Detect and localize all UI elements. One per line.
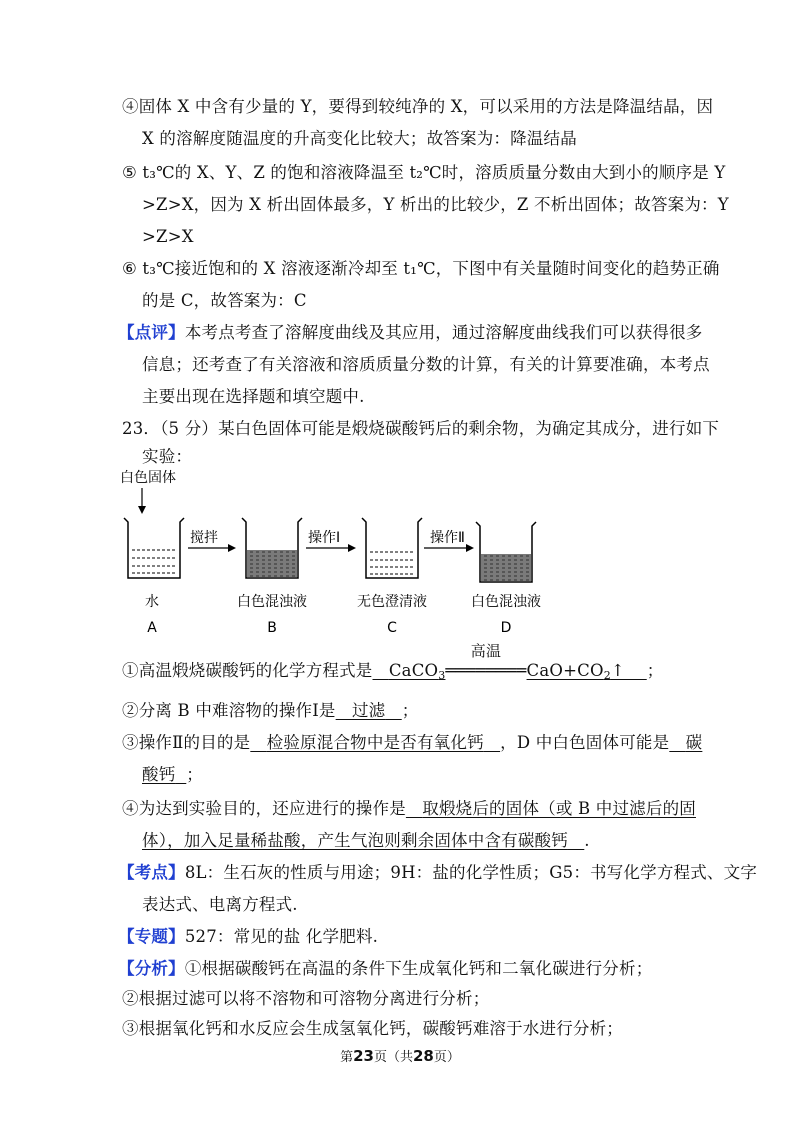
footer-pre: 第: [340, 1050, 354, 1065]
beaker-d: [476, 522, 536, 582]
equation-reactant: CaCO: [388, 661, 439, 680]
answer-1-equation: CaCO$_3$ 高温 $════════CaO+CO_2↑$: [388, 642, 647, 682]
text-line: 主要出现在选择题和填空题中.: [142, 387, 365, 406]
text-line: ⑤ t₃℃的 X、Y、Z 的饱和溶液降温至 t₂℃时，溶质质量分数由大到小的顺序是 Y: [122, 163, 726, 182]
kaodian-line: [118, 862, 757, 884]
answer-2: [122, 700, 418, 722]
fenxi-text-2: ②根据过滤可以将不溶物和可溶物分离进行分析；: [122, 989, 490, 1008]
review-line: [118, 322, 703, 344]
answer-2-suffix: ；: [401, 701, 419, 720]
question-23: 23．（5 分）某白色固体可能是煅烧碳酸钙后的剩余物，为确定其成分，进行如下: [122, 419, 720, 438]
fenxi-text-1: ①根据碳酸钙在高温的条件下生成氧化钙和二氧化碳进行分析；: [184, 959, 653, 978]
answer-1-prefix: ①高温煅烧碳酸钙的化学方程式是: [122, 661, 373, 680]
experiment-diagram: [118, 466, 558, 642]
zhuanti-line: [118, 926, 378, 948]
beaker-a-letter: A: [147, 620, 157, 636]
answer-4-value-a: 取煅烧后的固体（或 B 中过滤后的固: [422, 799, 696, 818]
answer-1-suffix: ；: [646, 661, 664, 680]
beaker-c-name: 无色澄清液: [357, 594, 427, 610]
text-line: 的是 C，故答案为：C: [142, 291, 307, 310]
review-text: 本考点考查了溶解度曲线及其应用，通过溶解度曲线我们可以获得很多: [184, 323, 703, 342]
answer-3: [122, 732, 702, 754]
start-label: 白色固体: [120, 470, 176, 486]
footer-page: 23: [353, 1047, 374, 1065]
text-line: >Z>X: [142, 227, 194, 246]
text-line: >Z>X，因为 X 析出固体最多，Y 析出的比较少，Z 不析出固体；故答案为：Y: [142, 195, 729, 214]
text-line: ⑥ t₃℃接近饱和的 X 溶液逐渐冷却至 t₁℃，下图中有关量随时间变化的趋势正确: [122, 259, 720, 278]
arrow2-label: 操作Ⅰ: [308, 530, 341, 546]
answer-4-prefix: ④为达到实验目的，还应进行的操作是: [122, 799, 406, 818]
beaker-b-letter: B: [267, 620, 277, 636]
footer-mid: 页（共: [373, 1050, 413, 1065]
equation-condition-arrow: 高温 ════════: [445, 642, 527, 680]
review-tag: 【点评】: [118, 323, 185, 342]
beaker-a-name: 水: [145, 594, 159, 610]
kaodian-tag: 【考点】: [118, 863, 185, 882]
page-footer: [0, 1046, 800, 1065]
answer-3-cont: [142, 764, 203, 786]
answer-4: [122, 798, 696, 820]
question-23-cont: 实验：: [142, 447, 193, 466]
answer-4-value-b: 体），加入足量稀盐酸，产生气泡则剩余固体中含有碳酸钙: [142, 831, 568, 850]
beaker-c-letter: C: [387, 620, 397, 636]
fenxi-line: [118, 958, 652, 980]
answer-4-suffix: .: [584, 831, 590, 850]
zhuanti-text: 527：常见的盐 化学肥料.: [184, 927, 379, 946]
arrow3-head: [466, 544, 474, 552]
kaodian-cont: 表达式、电离方程式.: [142, 895, 298, 914]
beaker-b-name: 白色混浊液: [237, 594, 307, 610]
answer-2-value: 过滤: [351, 701, 386, 720]
beaker-c: [362, 518, 422, 578]
beaker-d-name: 白色混浊液: [471, 594, 541, 610]
equation-condition: 高温: [470, 642, 502, 660]
answer-4-cont: [142, 830, 590, 852]
text-line: X 的溶解度随温度的升高变化比较大；故答案为：降温结晶: [142, 129, 577, 148]
text-line: ④固体 X 中含有少量的 Y，要得到较纯净的 X，可以采用的方法是降温结晶，因: [122, 97, 714, 116]
beaker-a: [124, 518, 184, 578]
footer-post: 页）: [433, 1050, 460, 1065]
answer-3-value2a: 碳: [685, 733, 703, 752]
answer-3-suffix: ；: [186, 765, 203, 784]
kaodian-text: 8L：生石灰的性质与用途；9H：盐的化学性质；G5：书写化学方程式、文字: [184, 863, 758, 882]
beaker-b: [242, 518, 302, 578]
fenxi-tag: 【分析】: [118, 959, 185, 978]
fenxi-text-3: ③根据氧化钙和水反应会生成氢氧化钙，碳酸钙难溶于水进行分析；: [122, 1019, 623, 1038]
arrow1-head: [228, 544, 236, 552]
arrow2-head: [348, 544, 356, 552]
answer-3-mid: ，D 中白色固体可能是: [500, 733, 670, 752]
equation-product: CaO+CO: [526, 661, 604, 680]
beaker-d-letter: D: [500, 620, 512, 636]
experiment-diagram-svg: [118, 466, 558, 642]
answer-1: [122, 642, 664, 687]
down-arrow-head: [138, 506, 146, 514]
arrow1-label: 搅拌: [190, 530, 218, 546]
answer-3-prefix: ③操作Ⅱ的目的是: [122, 733, 251, 752]
text-line: 信息；还考查了有关溶液和溶质质量分数的计算，有关的计算要准确，本考点: [142, 355, 710, 374]
zhuanti-tag: 【专题】: [118, 927, 185, 946]
answer-3-value2b: 酸钙: [142, 765, 176, 784]
answer-3-value: 检验原混合物中是否有氧化钙: [266, 733, 484, 752]
arrow3-label: 操作Ⅱ: [430, 530, 465, 546]
answer-2-prefix: ②分离 B 中难溶物的操作Ⅰ是: [122, 701, 336, 720]
footer-total: 28: [413, 1047, 434, 1065]
